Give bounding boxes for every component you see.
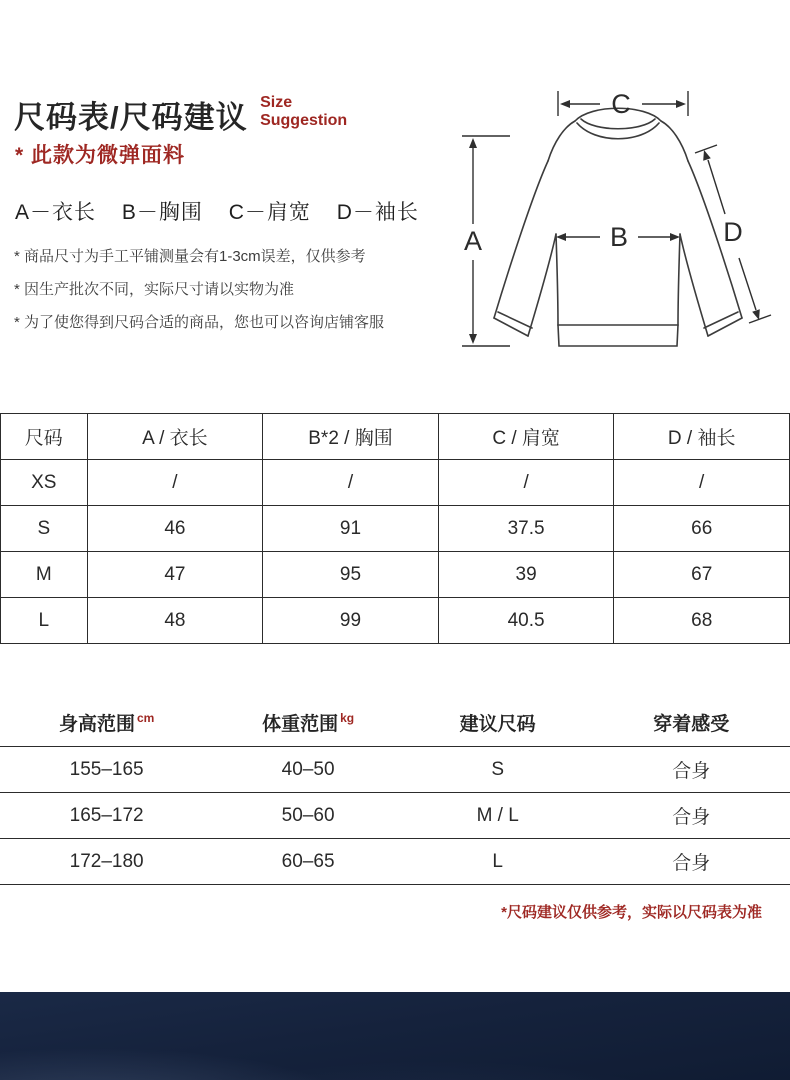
size-table-row-s: [1, 506, 790, 552]
table-cell: 66: [614, 506, 790, 552]
table-cell: 165–172: [69, 804, 144, 826]
table-cell: 46: [87, 506, 263, 552]
note-line: * 因生产批次不同，实际尺寸请以实物为准: [14, 281, 295, 298]
size-table-row-m: [1, 552, 790, 598]
size-suggestion-footnote: *尺码建议仅供参考，实际以尺码表为准: [501, 904, 762, 921]
table-cell: 合身: [672, 761, 711, 782]
suggestion-row: [0, 747, 790, 793]
suggestion-header-fit: 穿着感受: [653, 713, 730, 735]
unit-kg: kg: [340, 711, 355, 726]
sweater-diagram-svg: [448, 73, 790, 385]
header: [14, 92, 347, 137]
table-cell: 99: [263, 598, 439, 644]
suggestion-header-size: 建议尺码: [459, 713, 536, 735]
table-cell: L: [492, 850, 503, 872]
legend-item-a: A－衣长: [15, 201, 97, 224]
suggestion-table: [0, 698, 790, 885]
page-title: 尺码表/尺码建议: [14, 100, 248, 135]
suggestion-header-weight: 体重范围 $^{kg}$: [262, 711, 355, 735]
table-cell: /: [614, 460, 790, 506]
table-cell: /: [438, 460, 614, 506]
table-cell: 67: [614, 552, 790, 598]
table-cell: 91: [263, 506, 439, 552]
unit-cm: cm: [136, 711, 155, 726]
table-cell: M: [1, 552, 88, 598]
size-table-header-cell: D / 袖长: [614, 414, 790, 460]
suggestion-table-header-row: [0, 698, 790, 747]
table-cell: XS: [1, 460, 88, 506]
table-cell: 40.5: [438, 598, 614, 644]
size-table-header-cell: B*2 / 胸围: [263, 414, 439, 460]
table-cell: 合身: [672, 807, 711, 828]
size-table-header-cell: C / 肩宽: [438, 414, 614, 460]
table-cell: 47: [87, 552, 263, 598]
table-cell: /: [263, 460, 439, 506]
note-line: * 商品尺寸为手工平铺测量会有1-3cm误差，仅供参考: [14, 248, 366, 265]
size-table-header-cell: 尺码: [1, 414, 88, 460]
diagram-label-a: A: [463, 226, 483, 256]
table-cell: 39: [438, 552, 614, 598]
table-cell: 37.5: [438, 506, 614, 552]
table-cell: 60–65: [281, 850, 335, 872]
diagram-label-d: D: [723, 217, 743, 247]
table-cell: S: [491, 758, 505, 780]
size-table-header-row: [1, 414, 790, 460]
size-table-row-l: [1, 598, 790, 644]
table-cell: 合身: [672, 853, 711, 874]
table-cell: M / L: [476, 804, 519, 826]
legend-item-d: D－袖长: [336, 201, 419, 224]
table-cell: 155–165: [69, 758, 144, 780]
table-cell: 172–180: [69, 850, 144, 872]
legend-item-c: C－肩宽: [228, 201, 311, 224]
table-cell: /: [87, 460, 263, 506]
note-line: * 为了使您得到尺码合适的商品，您也可以咨询店铺客服: [14, 314, 385, 331]
sweater-measurement-diagram: [448, 73, 790, 385]
diagram-label-c: C: [611, 89, 631, 119]
size-table-header-cell: A / 衣长: [87, 414, 263, 460]
fabric-note: * 此款为微弹面料: [15, 144, 186, 167]
table-cell: S: [1, 506, 88, 552]
fabric-photo-footer: [0, 992, 790, 1080]
notes-list: [14, 246, 384, 345]
suggestion-header-height: 身高范围 $^{cm}$: [58, 711, 155, 735]
table-cell: 50–60: [281, 804, 335, 826]
page-subtitle: [260, 94, 347, 130]
table-cell: L: [1, 598, 88, 644]
subtitle-line-2: Suggestion: [260, 112, 348, 129]
suggestion-row: [0, 839, 790, 885]
table-cell: 48: [87, 598, 263, 644]
diagram-label-b: B: [609, 222, 629, 252]
legend-item-b: B－胸围: [121, 201, 203, 224]
size-table: [0, 413, 790, 644]
table-cell: 40–50: [281, 758, 335, 780]
table-cell: 68: [614, 598, 790, 644]
subtitle-line-1: Size: [260, 94, 293, 111]
size-table-row-xs: [1, 460, 790, 506]
measurement-legend: [15, 196, 438, 226]
table-cell: 95: [263, 552, 439, 598]
suggestion-row: [0, 793, 790, 839]
